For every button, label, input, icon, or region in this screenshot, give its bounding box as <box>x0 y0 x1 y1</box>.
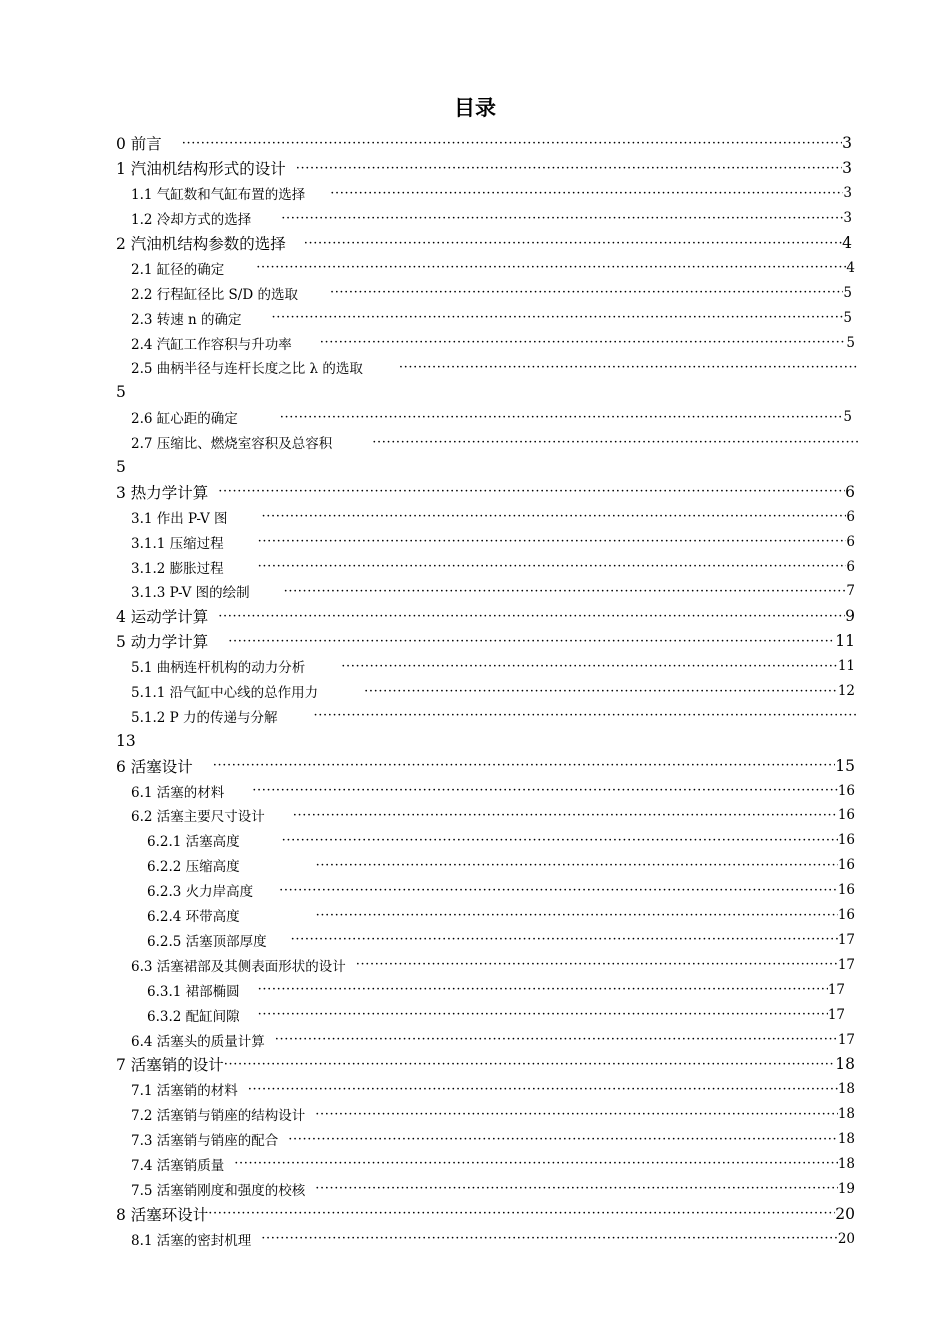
toc-entry[interactable] <box>0 455 858 480</box>
toc-entry[interactable] <box>0 1226 855 1251</box>
toc-entry-label: 6.2 活塞主要尺寸设计 <box>131 809 265 826</box>
toc-entry-page: 6 <box>846 558 855 575</box>
toc-leader-dots <box>275 1033 838 1046</box>
toc-entry[interactable] <box>0 255 855 280</box>
toc-entry-page: 16 <box>837 857 855 874</box>
toc-entry-label: 3.1.3 P-V 图的绘制 <box>131 585 250 602</box>
toc-entry-page: 17 <box>837 1031 855 1048</box>
toc-entry-page: 6 <box>846 508 855 525</box>
table-of-contents <box>0 131 950 1251</box>
toc-entry-label: 8 活塞环设计 <box>116 1205 209 1224</box>
toc-entry[interactable] <box>0 380 858 405</box>
toc-title: 目录 <box>454 96 496 120</box>
toc-entry-page: 3 <box>842 134 852 153</box>
toc-leader-dots <box>280 411 844 424</box>
toc-entry[interactable] <box>0 629 855 654</box>
toc-entry[interactable] <box>0 1027 855 1052</box>
toc-entry-label: 2 汽油机结构参数的选择 <box>116 235 286 253</box>
toc-leader-dots <box>314 709 858 722</box>
toc-entry[interactable] <box>0 1152 855 1177</box>
toc-leader-dots <box>234 1157 838 1170</box>
toc-entry[interactable] <box>0 1176 855 1201</box>
toc-entry-page: 18 <box>837 1155 855 1172</box>
toc-entry[interactable] <box>0 330 855 355</box>
toc-entry[interactable] <box>0 952 855 977</box>
toc-entry[interactable] <box>0 728 858 753</box>
toc-entry-page: 18 <box>835 1055 855 1074</box>
toc-entry-label: 7.2 活塞销与销座的结构设计 <box>131 1108 306 1125</box>
toc-entry-page: 5 <box>846 334 855 351</box>
toc-entry-page: 3 <box>843 210 852 227</box>
toc-entry-page: 5 <box>843 284 852 301</box>
toc-entry-label: 1.1 气缸数和气缸布置的选择 <box>131 187 306 204</box>
toc-leader-dots <box>356 958 838 971</box>
toc-entry-page: 4 <box>846 259 855 276</box>
toc-entry-page: 7 <box>846 583 855 600</box>
toc-entry-page: 16 <box>837 782 855 799</box>
toc-leader-dots <box>316 859 838 872</box>
toc-entry-label: 6.3.1 裙部椭圆 <box>147 983 240 1000</box>
toc-entry[interactable] <box>0 928 855 953</box>
toc-entry-label: 3.1.2 膨胀过程 <box>131 560 224 577</box>
toc-entry[interactable] <box>0 803 855 828</box>
toc-entry-label: 6.2.5 活塞顶部厚度 <box>147 933 267 950</box>
toc-leader-dots <box>182 137 842 150</box>
toc-entry[interactable] <box>0 679 855 704</box>
toc-entry[interactable] <box>0 654 855 679</box>
toc-entry[interactable] <box>0 878 855 903</box>
toc-entry-page: 20 <box>837 1230 855 1247</box>
toc-entry-page: 6 <box>845 482 855 501</box>
toc-entry[interactable] <box>0 703 858 728</box>
toc-entry-label: 3.1 作出 P-V 图 <box>131 510 228 527</box>
toc-entry-page: 18 <box>837 1131 855 1148</box>
toc-entry-page: 17 <box>837 931 855 948</box>
toc-entry-page: 5 <box>843 309 852 326</box>
toc-leader-dots <box>341 660 838 673</box>
toc-entry-page: 3 <box>842 159 852 178</box>
toc-leader-dots <box>372 436 858 449</box>
toc-leader-dots <box>399 361 858 374</box>
toc-leader-dots <box>330 187 843 200</box>
toc-leader-dots <box>258 560 847 573</box>
toc-entry-page: 11 <box>835 632 855 651</box>
toc-entry-label: 6.2.2 压缩高度 <box>147 859 240 876</box>
toc-entry[interactable] <box>0 853 855 878</box>
toc-leader-dots <box>258 983 828 996</box>
toc-leader-dots <box>224 1058 835 1071</box>
toc-entry-label: 5.1 曲柄连杆机构的动力分析 <box>131 660 306 677</box>
toc-entry[interactable] <box>0 1201 855 1226</box>
toc-entry-label: 13 <box>116 731 136 750</box>
toc-entry-label: 2.5 曲柄半径与连杆长度之比 λ 的选取 <box>131 361 363 378</box>
toc-leader-dots <box>261 1232 838 1245</box>
toc-entry-page: 16 <box>837 907 855 924</box>
toc-leader-dots <box>218 485 845 498</box>
toc-leader-dots <box>304 237 842 250</box>
toc-entry-label: 1.2 冷却方式的选择 <box>131 212 252 229</box>
toc-entry[interactable] <box>0 753 855 778</box>
toc-entry-label: 6.4 活塞头的质量计算 <box>131 1033 265 1050</box>
toc-entry-page: 16 <box>837 882 855 899</box>
toc-entry-label: 7 活塞销的设计 <box>116 1056 224 1075</box>
toc-entry-label: 0 前言 <box>116 135 162 154</box>
toc-entry-page: 20 <box>835 1204 855 1223</box>
toc-entry-label: 6.1 活塞的材料 <box>131 784 225 801</box>
toc-leader-dots <box>282 834 838 847</box>
toc-entry-label: 7.3 活塞销与销座的配合 <box>131 1133 279 1150</box>
toc-entry-label: 5 <box>116 458 126 477</box>
toc-entry-label: 2.3 转速 n 的确定 <box>131 311 242 328</box>
toc-entry-label: 2.7 压缩比、燃烧室容积及总容积 <box>131 436 333 453</box>
toc-entry-label: 2.6 缸心距的确定 <box>131 411 238 428</box>
toc-leader-dots <box>213 759 835 772</box>
toc-leader-dots <box>208 1207 835 1220</box>
toc-leader-dots <box>256 261 846 274</box>
toc-entry-page: 16 <box>837 807 855 824</box>
toc-entry-page: 18 <box>837 1081 855 1098</box>
toc-leader-dots <box>316 909 838 922</box>
toc-entry[interactable] <box>0 430 858 455</box>
toc-leader-dots <box>228 635 835 648</box>
toc-entry-page: 18 <box>837 1106 855 1123</box>
toc-leader-dots <box>258 1008 828 1021</box>
toc-entry-label: 5 动力学计算 <box>116 633 209 652</box>
toc-entry-label: 1 汽油机结构形式的设计 <box>116 160 286 179</box>
toc-entry-label: 2.2 行程缸径比 S/D 的选取 <box>131 286 298 303</box>
toc-entry-label: 2.1 缸径的确定 <box>131 261 225 278</box>
toc-entry-page: 15 <box>835 756 855 775</box>
toc-entry-page: 19 <box>837 1180 855 1197</box>
toc-entry-page: 17 <box>827 1006 845 1023</box>
toc-entry-label: 5.1.1 沿气缸中心线的总作用力 <box>131 685 319 702</box>
toc-leader-dots <box>272 311 844 324</box>
toc-leader-dots <box>258 535 847 548</box>
toc-entry-label: 7.1 活塞销的材料 <box>131 1083 238 1100</box>
toc-entry[interactable] <box>0 977 845 1002</box>
toc-entry[interactable] <box>0 355 858 380</box>
toc-entry[interactable] <box>0 903 855 928</box>
toc-entry[interactable] <box>0 828 855 853</box>
toc-leader-dots <box>330 286 843 299</box>
toc-leader-dots <box>281 212 843 225</box>
toc-entry[interactable] <box>0 181 852 206</box>
toc-entry-label: 3.1.1 压缩过程 <box>131 535 224 552</box>
toc-leader-dots <box>288 1133 838 1146</box>
toc-entry-page: 16 <box>837 832 855 849</box>
toc-entry[interactable] <box>0 778 855 803</box>
toc-entry[interactable] <box>0 405 852 430</box>
toc-entry-label: 6.3.2 配缸间隙 <box>147 1008 240 1025</box>
toc-entry[interactable] <box>0 206 852 231</box>
toc-entry[interactable] <box>0 305 852 330</box>
toc-leader-dots <box>284 585 847 598</box>
toc-leader-dots <box>315 1182 838 1195</box>
toc-entry-label: 8.1 活塞的密封机理 <box>131 1232 252 1249</box>
toc-entry-page: 5 <box>843 409 852 426</box>
toc-entry-label: 5.1.2 P 力的传递与分解 <box>131 709 278 726</box>
toc-entry[interactable] <box>0 1002 845 1027</box>
toc-entry[interactable] <box>0 1052 855 1077</box>
toc-entry[interactable] <box>0 579 855 604</box>
toc-leader-dots <box>315 1108 838 1121</box>
toc-entry-label: 7.4 活塞销质量 <box>131 1157 225 1174</box>
toc-entry-page: 11 <box>837 658 855 675</box>
toc-entry-page: 6 <box>846 533 855 550</box>
toc-entry-label: 6.2.4 环带高度 <box>147 909 240 926</box>
toc-entry-page: 9 <box>845 607 855 626</box>
toc-entry-page: 3 <box>843 185 852 202</box>
toc-entry[interactable] <box>0 504 855 529</box>
toc-entry-page: 17 <box>837 956 855 973</box>
toc-entry[interactable] <box>0 479 855 504</box>
toc-leader-dots <box>279 884 838 897</box>
toc-entry-label: 7.5 活塞销刚度和强度的校核 <box>131 1182 306 1199</box>
toc-entry[interactable] <box>0 156 852 181</box>
toc-entry[interactable] <box>0 554 855 579</box>
toc-leader-dots <box>296 162 842 175</box>
toc-entry-label: 6.3 活塞裙部及其侧表面形状的设计 <box>131 958 346 975</box>
toc-entry[interactable] <box>0 231 852 256</box>
toc-leader-dots <box>291 933 838 946</box>
toc-entry-label: 3 热力学计算 <box>116 483 209 502</box>
toc-entry-page: 4 <box>842 234 852 252</box>
toc-entry[interactable] <box>0 1102 855 1127</box>
toc-entry-page: 17 <box>827 981 845 998</box>
toc-entry-label: 5 <box>116 383 126 402</box>
toc-leader-dots <box>248 1083 838 1096</box>
toc-entry-label: 2.4 汽缸工作容积与升功率 <box>131 336 292 353</box>
toc-leader-dots <box>364 685 838 698</box>
toc-entry[interactable] <box>0 1127 855 1152</box>
toc-entry[interactable] <box>0 280 852 305</box>
toc-entry[interactable] <box>0 529 855 554</box>
toc-entry-label: 4 运动学计算 <box>116 608 209 627</box>
toc-entry[interactable] <box>0 604 855 629</box>
toc-leader-dots <box>320 336 847 349</box>
toc-leader-dots <box>218 610 845 623</box>
toc-entry-label: 6.2.3 火力岸高度 <box>147 884 254 901</box>
toc-leader-dots <box>293 809 838 822</box>
toc-entry[interactable] <box>0 131 852 156</box>
toc-entry-label: 6.2.1 活塞高度 <box>147 834 240 851</box>
toc-leader-dots <box>262 510 847 523</box>
toc-leader-dots <box>252 784 838 797</box>
toc-entry-label: 6 活塞设计 <box>116 757 193 776</box>
toc-entry[interactable] <box>0 1077 855 1102</box>
toc-entry-page: 12 <box>837 683 855 700</box>
